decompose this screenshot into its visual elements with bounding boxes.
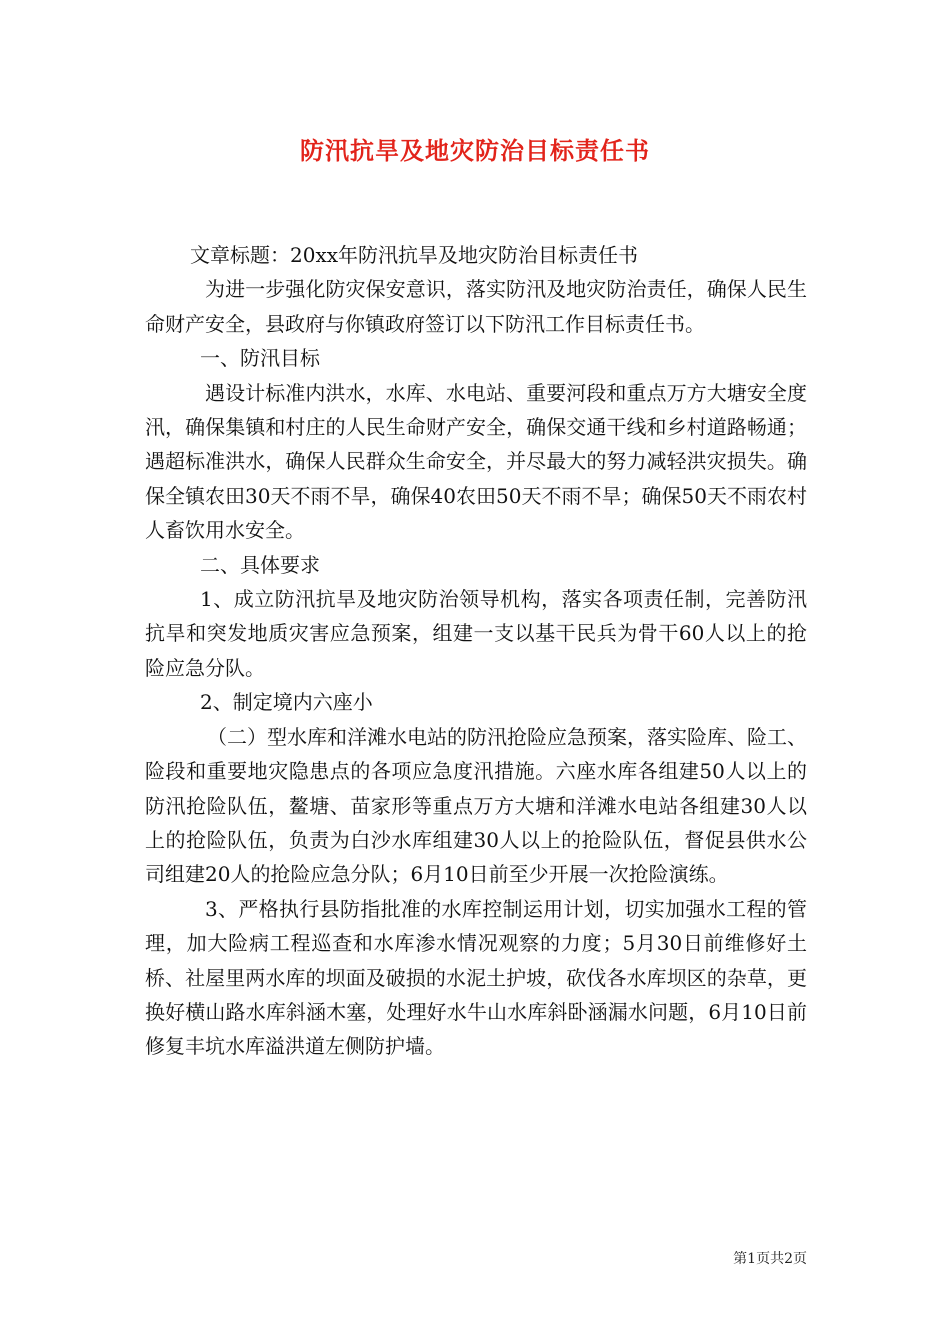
requirement-3-paragraph: 3、严格执行县防指批准的水库控制运用计划，切实加强水工程的管理，加大险病工程巡查和水库渗水情况观察的力度；5月30日前维修好土桥、社屋里两水库的坝面及破损的水泥土护坡，砍伐各水库坝区的杂草，更换好横山路水库斜涵木塞，处理好水牛山水库斜卧涵漏水问题，6月10日前修复丰坑水库溢洪道左侧防护墙。	[145, 896, 807, 1059]
requirement-2-heading: 2、制定境内六座小	[200, 690, 373, 715]
document-body	[145, 238, 807, 1064]
section-heading-2: 二、具体要求	[200, 552, 320, 577]
requirement-2-paragraph: （二）型水库和洋滩水电站的防汛抢险应急预案，落实险库、险工、险段和重要地灾隐患点的各项应急度汛措施。六座水库各组建50人以上的防汛抢险队伍，鳌塘、苗家形等重点万方大塘和洋滩水电站各组建30人以上的抢险队伍，负责为白沙水库组建30人以上的抢险队伍，督促县供水公司组建20人的抢险应急分队；6月10日前至少开展一次抢险演练。	[145, 724, 807, 887]
intro-paragraph: 为进一步强化防灾保安意识，落实防汛及地灾防治责任，确保人民生命财产安全，县政府与你镇政府签订以下防汛工作目标责任书。	[145, 277, 807, 336]
page-number: 第1页共2页	[733, 1251, 807, 1267]
document-title: 防汛抗旱及地灾防治目标责任书	[300, 136, 650, 165]
flood-target-paragraph: 遇设计标准内洪水，水库、水电站、重要河段和重点万方大塘安全度汛，确保集镇和村庄的人民生命财产安全，确保交通干线和乡村道路畅通；遇超标准洪水，确保人民群众生命安全，并尽最大的努力减轻洪灾损失。确保全镇农田30天不雨不旱，确保40农田50天不雨不旱；确保50天不雨农村人畜饮用水安全。	[145, 380, 807, 543]
requirement-1-paragraph: 1、成立防汛抗旱及地灾防治领导机构，落实各项责任制，完善防汛抗旱和突发地质灾害应急预案，组建一支以基干民兵为骨干60人以上的抢险应急分队。	[145, 587, 807, 680]
section-heading-1: 一、防汛目标	[200, 346, 320, 371]
article-title-line: 文章标题：20xx年防汛抗旱及地灾防治目标责任书	[190, 243, 639, 267]
